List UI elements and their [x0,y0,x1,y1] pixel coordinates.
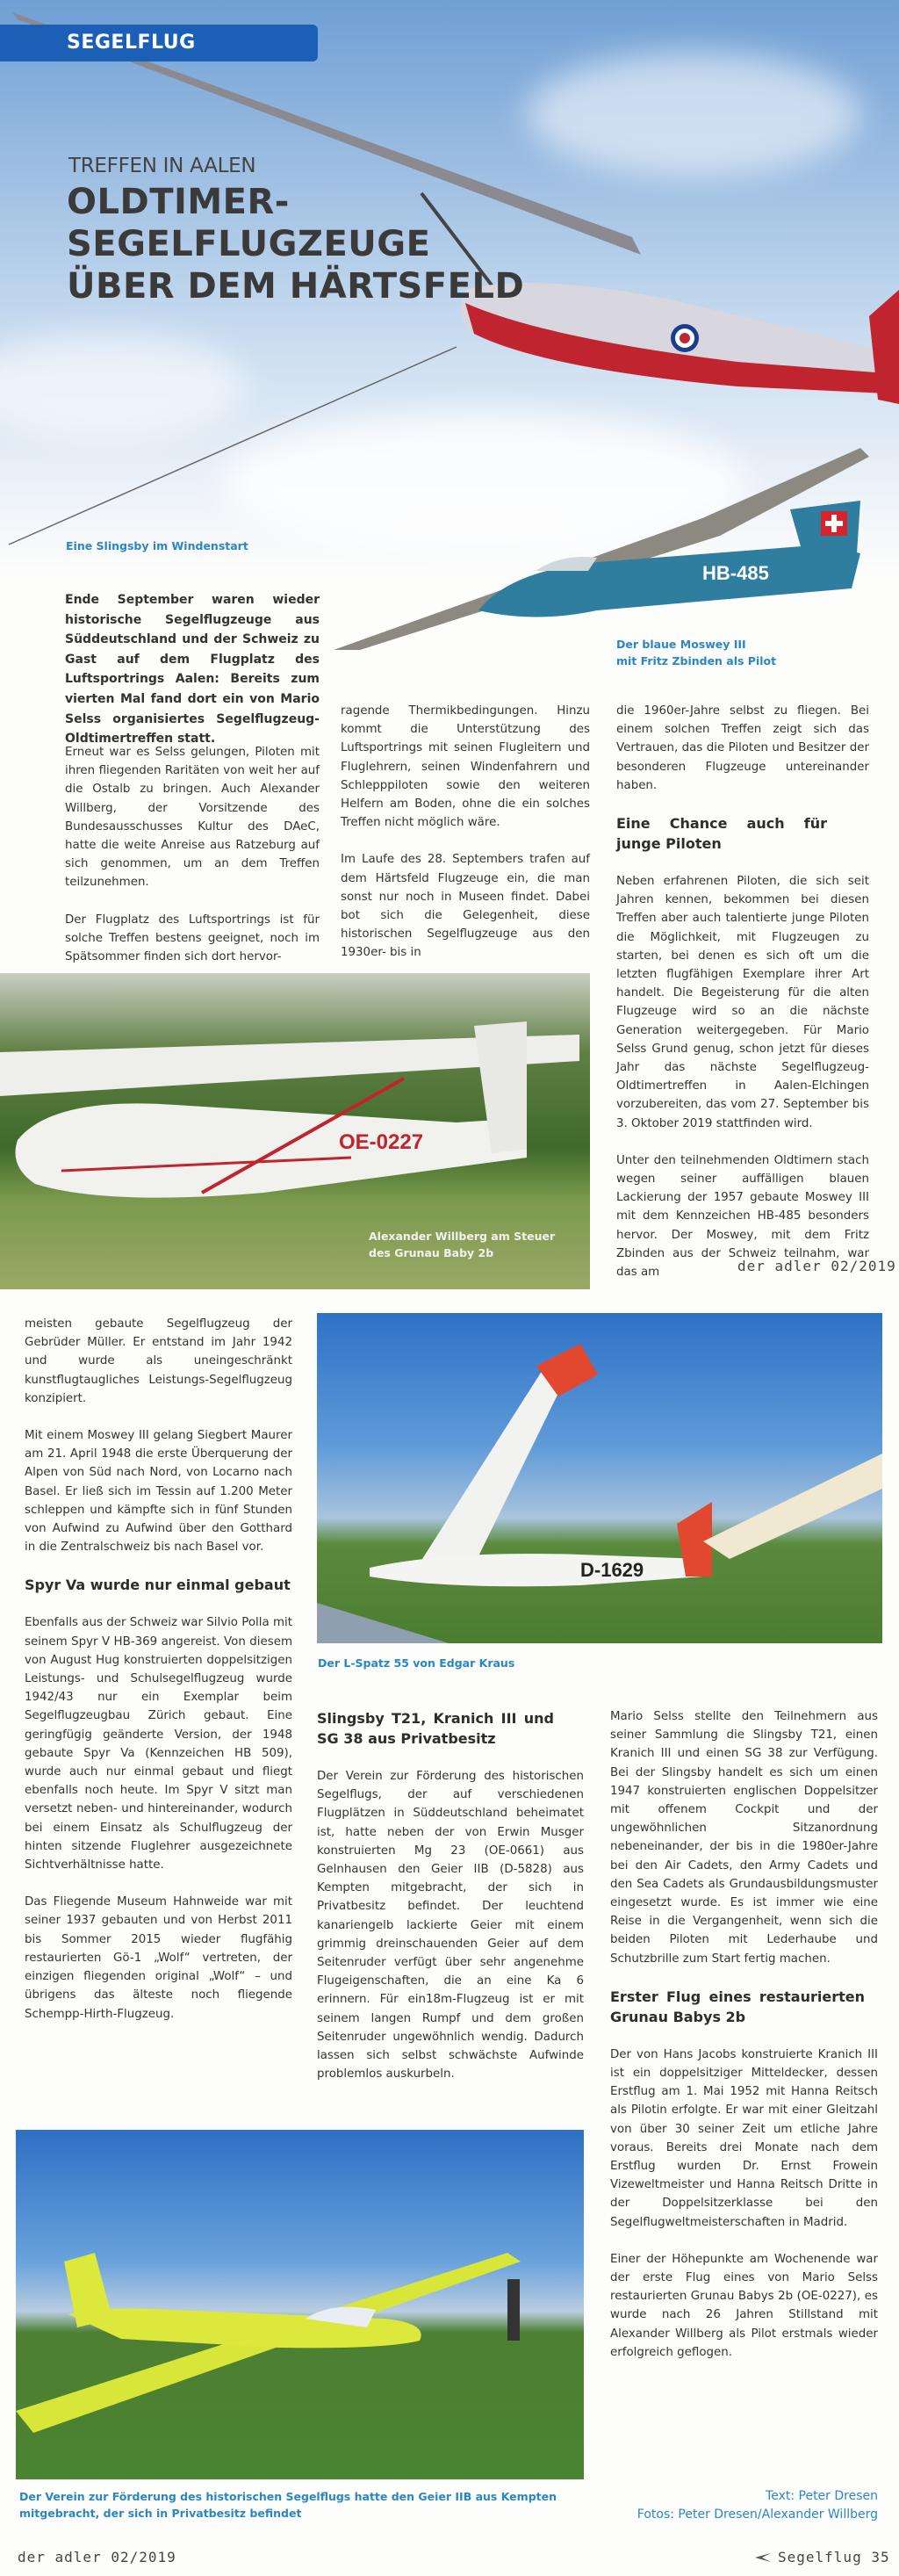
page2-footer-right [755,2549,890,2565]
paragraph: Das Fliegende Museum Hahnweide war mit seiner 1937 gebauten und von Herbst 2011 bis Sommer 2015 wieder flugfähig restaurierten Gö-1 „Wolf“ vertreten, der einzigen fliegenden original „Wolf“ – und übrigens das älteste noch fliegende Schempp-Hirth-Flugzeug. [25,1895,292,2021]
section-label: SEGELFLUG [67,32,196,54]
article-kicker: TREFFEN IN AALEN [68,155,256,177]
page-number: Segelflug 35 [778,2549,890,2565]
caption-line: Der blaue Moswey III [616,638,746,651]
moswey-glider-photo [334,439,895,650]
caption-line: Alexander Willberg am Steuer [369,1230,556,1243]
page1-column-1 [65,743,320,985]
page1-column-3 [616,702,869,1300]
paragraph: Im Laufe des 28. Septembers trafen auf dem Härtsfeld Flugzeuge ein, die man sonst nur noch in Museen findet. Dabei bot sich die Gelegenheit, diese historischen Segelflugzeuge aus den 1930er- bis in [341,853,590,960]
article-lead: Ende September waren wieder historische Segelflugzeuge aus Süddeutschland und der Schweiz zu Gast auf dem Flugplatz des Luftsportrings Aalen: Bereits zum vierten Mal fand dort ein von Mario Selss organisiertes Segelflugzeug-Oldtimertreffen statt. [65,593,320,747]
subheading: Erster Flug eines restaurierten Grunau Babys 2b [610,1988,865,2025]
l-spatz-registration: D-1629 [580,1559,644,1581]
caption-geier [19,2488,557,2522]
caption-slingsby: Eine Slingsby im Windenstart [66,539,248,552]
page2-column-1 [25,1315,292,2042]
caption-line: des Grunau Baby 2b [369,1246,494,1259]
page1-footer: der adler 02/2019 [737,1258,896,1274]
paragraph: die 1960er-Jahre selbst zu fliegen. Bei einem solchen Treffen zeigt sich das Vertrauen, das die Piloten und Besitzer der besonderen Flugzeuge untereinander haben. [616,704,869,792]
grunau-registration: OE-0227 [339,1130,424,1154]
section-header-bar [0,25,318,61]
title-line: OLDTIMER- [67,182,290,222]
page2-column-3 [610,1707,878,2380]
photo-l-spatz [317,1313,882,1643]
paragraph: Ebenfalls aus der Schweiz war Silvio Polla mit seinem Spyr V HB-369 angereist. Von diesem von August Hug konstruierten doppelsitzigen Leistungs- und Schulsegelflugzeug wurde 1942/43 nur ein Exemplar beim Segelflugzeugbau Zürich gebaut. Eine geringfügig geänderte Version, der 1948 gebaute Spyr Va (Kennzeichen HB 509), wurde auch nur einmal gebaut und fliegt ebenfalls noch heute. Im Spyr V sitzt man versetzt neben- und hintereinander, wodurch bei einem Einsatz als Schulflugzeug der hinten sitzende Fluglehrer ausgezeichnete Sichtverhältnisse hatte. [25,1616,292,1872]
credit-text: Text: Peter Dresen [766,2489,878,2503]
moswey-registration: HB-485 [702,562,769,584]
caption-line: Der Verein zur Förderung des historischen Segelflugs hatte den Geier IIB aus Kempten [19,2490,557,2503]
subheading: Eine Chance auch für junge Piloten [616,815,827,853]
page1-column-2 [341,702,590,981]
photo-geier-iib [16,2130,584,2479]
caption-line: mit Fritz Zbinden als Pilot [616,654,777,667]
title-line: SEGELFLUGZEUGE [67,224,431,264]
paragraph: Der Flugplatz des Luftsportrings ist für solche Treffen bestens geeignet, noch im Spätsommer finden sich dort hervor- [65,913,320,964]
caption-l-spatz: Der L-Spatz 55 von Edgar Kraus [318,1656,515,1670]
caption-line: mitgebracht, der sich in Privatbesitz befindet [19,2507,302,2520]
article-title [67,181,524,307]
paragraph: Unter den teilnehmenden Oldtimern stach wegen seiner auffälligen blauen Lackierung der 1957 gebaute Moswey III mit dem Kennzeichen HB-485 besonders hervor. Der Moswey, mit dem Fritz Zbinden aus der Schweiz teilnahm, war das am [616,1153,869,1280]
paragraph: Mario Selss stellte den Teilnehmern aus seiner Sammlung die Slingsby T21, einen Kranich III und einen SG 38 zur Verfügung. Bei der Slingsby handelt es sich um einen 1947 konstruierten englischen Doppelsitzer mit offenem Cockpit und der ungewöhnlichen Sitzanordnung nebeneinander, der bis in die 1980er-Jahre bei den Air Cadets, den Army Cadets und den Sea Cadets als Grundausbildungsmuster eingesetzt wurde. Es ist immer wie eine Reise in die Vergangenheit, wenn sich die beiden Piloten mit Lederhaube und Schutzbrille zum Start fertig machen. [610,1710,878,1966]
paragraph: Neben erfahrenen Piloten, die sich seit Jahren kennen, bekommen bei diesen Treffen aber auch talentierte junge Piloten die Möglichkeit, mit Flugzeugen zu starten, bei denen es sich oft um die letzten flugfähigen Exemplare ihrer Art handelt. Die Begeisterung für die alten Flugzeuge wird so an die nächste Generation weitergegeben. Für Mario Selss Grund genug, schon jetzt für dieses Jahr das nächste Segelflugzeug-Oldtimertreffen in Aalen-Elchingen vorzubereiten, das vom 27. September bis 3. Oktober 2019 stattfinden wird. [616,875,869,1130]
paragraph: Einer der Höhepunkte am Wochenende war der erste Flug eines von Mario Selss restaurierten Grunau Babys 2b (OE-0227), es wurde nach 26 Jahren Stillstand mit Alexander Willberg als Pilot erstmals wieder erfolgreich geflogen. [610,2252,878,2359]
subheading: Spyr Va wurde nur einmal gebaut [25,1577,291,1594]
paragraph: Der Verein zur Förderung des historischen Segelflugs, der auf verschiedenen Flugplätzen in Süddeutschland beheimatet ist, hatte neben der von Erwin Musger konstruierten Mg 23 (OE-0661) aus Gelnhausen den Geier IIB (D-5828) aus Kempten mitgebracht, der sich in Privatbesitz befindet. Der leuchtend kanariengelb lackierte Geier mit einem grimmig dreinschauenden Geier auf dem Seitenruder verfügt über sehr angenehme Flugeigenschaften, die an eine Ka 6 erinnern. Für ein18m-Flugzeug ist er mit seinem langen Rumpf und dem großen Seitenruder ungewöhnlich wendig. Dadurch lassen sich selbst schwächste Aufwinde problemlos auskurbeln. [317,1770,584,2082]
caption-moswey [616,636,776,669]
caption-grunau [369,1228,555,1261]
paragraph: Der von Hans Jacobs konstruierte Kranich III ist ein doppelsitziger Mitteldecker, dessen Erstflug am 1. Mai 1952 mit Hanna Reitsch als Pilotin erfolgte. Er war mit einer Gleitzahl von über 30 seiner Zeit um etliche Jahre voraus. Bereits drei Monate nach dem Erstflug wurden Dr. Ernst Frowein Vizeweltmeister und Hanna Reitsch Dritte in der Doppelsitzerklasse bei den Segelflugweltmeisterschaften in Madrid. [610,2047,878,2229]
page2-column-2 [317,1708,584,2102]
glider-icon [755,2552,771,2563]
subheading: Slingsby T21, Kranich III und SG 38 aus Privatbesitz [317,1710,554,1747]
author-credits [606,2487,878,2524]
paragraph: ragende Thermikbedingungen. Hinzu kommt die Unterstützung des Luftsportrings mit seinen Flugleitern und Fluglehrern, seinen Windenfahrern und Schlepppiloten sowie den weiteren Helfern am Boden, ohne die ein solches Treffen nicht möglich wäre. [341,704,590,830]
paragraph: Erneut war es Selss gelungen, Piloten mit ihren fliegenden Raritäten von weit her auf die Ostalb zu bringen. Auch Alexander Willberg, der Vorsitzende des Bundesausschusses Kultur des DAeC, hatte die weite Anreise aus Ratzeburg auf sich genommen, um an dem Treffen teilzunehmen. [65,746,320,890]
paragraph: meisten gebaute Segelflugzeug der Gebrüder Müller. Er entstand im Jahr 1942 und wurde als uneingeschränkt kunstflugtaugliches Leistungs-Segelflugzeug konzipiert. [25,1317,292,1405]
title-line: ÜBER DEM HÄRTSFELD [67,266,525,307]
paragraph: Mit einem Moswey III gelang Siegbert Maurer am 21. April 1948 die erste Überquerung der Alpen von Süd nach Nord, von Locarno nach Basel. Er ließ sich im Tessin auf 1.200 Meter schleppen und kämpfte sich in fünf Stunden von Aufwind zu Aufwind über den Gotthard in die Zentralschweiz bis nach Basel vor. [25,1429,292,1555]
credit-photos: Fotos: Peter Dresen/Alexander Willberg [636,2507,878,2522]
page2-footer-left: der adler 02/2019 [18,2549,176,2565]
photo-grunau-baby [0,973,590,1289]
